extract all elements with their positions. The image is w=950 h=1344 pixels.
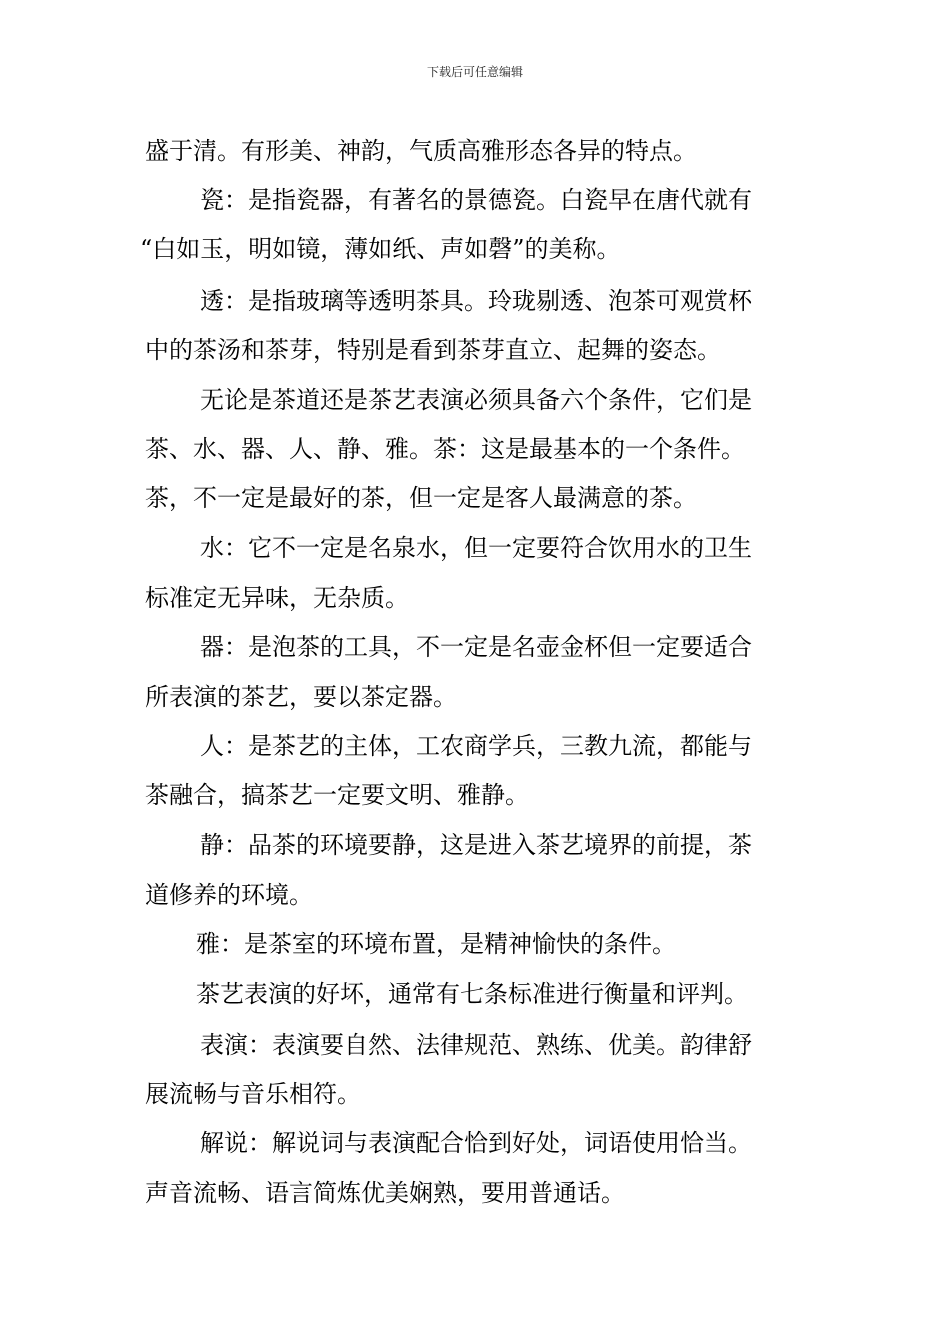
text-line: 茶，不一定是最好的茶，但一定是客人最满意的茶。 (145, 484, 697, 512)
text-line: 道修养的环境。 (145, 881, 313, 909)
text-line: 透：是指玻璃等透明茶具。玲珑剔透、泡茶可观赏杯 (200, 287, 752, 315)
text-line: 茶融合，搞茶艺一定要文明、雅静。 (145, 781, 529, 809)
text-line: 器：是泡茶的工具，不一定是名壶金杯但一定要适合 (200, 633, 752, 661)
text-line: 解说：解说词与表演配合恰到好处，词语使用恰当。 (200, 1129, 752, 1157)
text-line: 标准定无异味，无杂质。 (145, 584, 409, 612)
text-line: 静：品茶的环境要静，这是进入茶艺境界的前提，茶 (200, 831, 752, 859)
text-line: 所表演的茶艺，要以茶定器。 (145, 683, 457, 711)
text-line: 茶艺表演的好坏，通常有七条标准进行衡量和评判。 (196, 980, 748, 1008)
text-line: 瓷：是指瓷器，有著名的景德瓷。白瓷早在唐代就有 (200, 186, 752, 214)
text-line: 水：它不一定是名泉水，但一定要符合饮用水的卫生 (200, 534, 752, 562)
page-header: 下载后可任意编辑 (426, 65, 523, 79)
text-line: 茶、水、器、人、静、雅。茶：这是最基本的一个条件。 (145, 435, 745, 463)
text-line: 雅：是茶室的环境布置，是精神愉快的条件。 (196, 930, 676, 958)
text-line: 展流畅与音乐相符。 (145, 1080, 361, 1108)
text-line: 中的茶汤和茶芽，特别是看到茶芽直立、起舞的姿态。 (145, 336, 721, 364)
text-line: “白如玉，明如镜，薄如纸、声如磬”的美称。 (140, 235, 621, 263)
text-line: 声音流畅、语言简炼优美娴熟，要用普通话。 (145, 1179, 625, 1207)
text-line: 盛于清。有形美、神韵，气质高雅形态各异的特点。 (145, 137, 697, 165)
text-line: 表演：表演要自然、法律规范、熟练、优美。韵律舒 (200, 1031, 752, 1059)
text-line: 人：是茶艺的主体，工农商学兵，三教九流，都能与 (200, 732, 752, 760)
text-line: 无论是茶道还是茶艺表演必须具备六个条件，它们是 (200, 386, 752, 414)
